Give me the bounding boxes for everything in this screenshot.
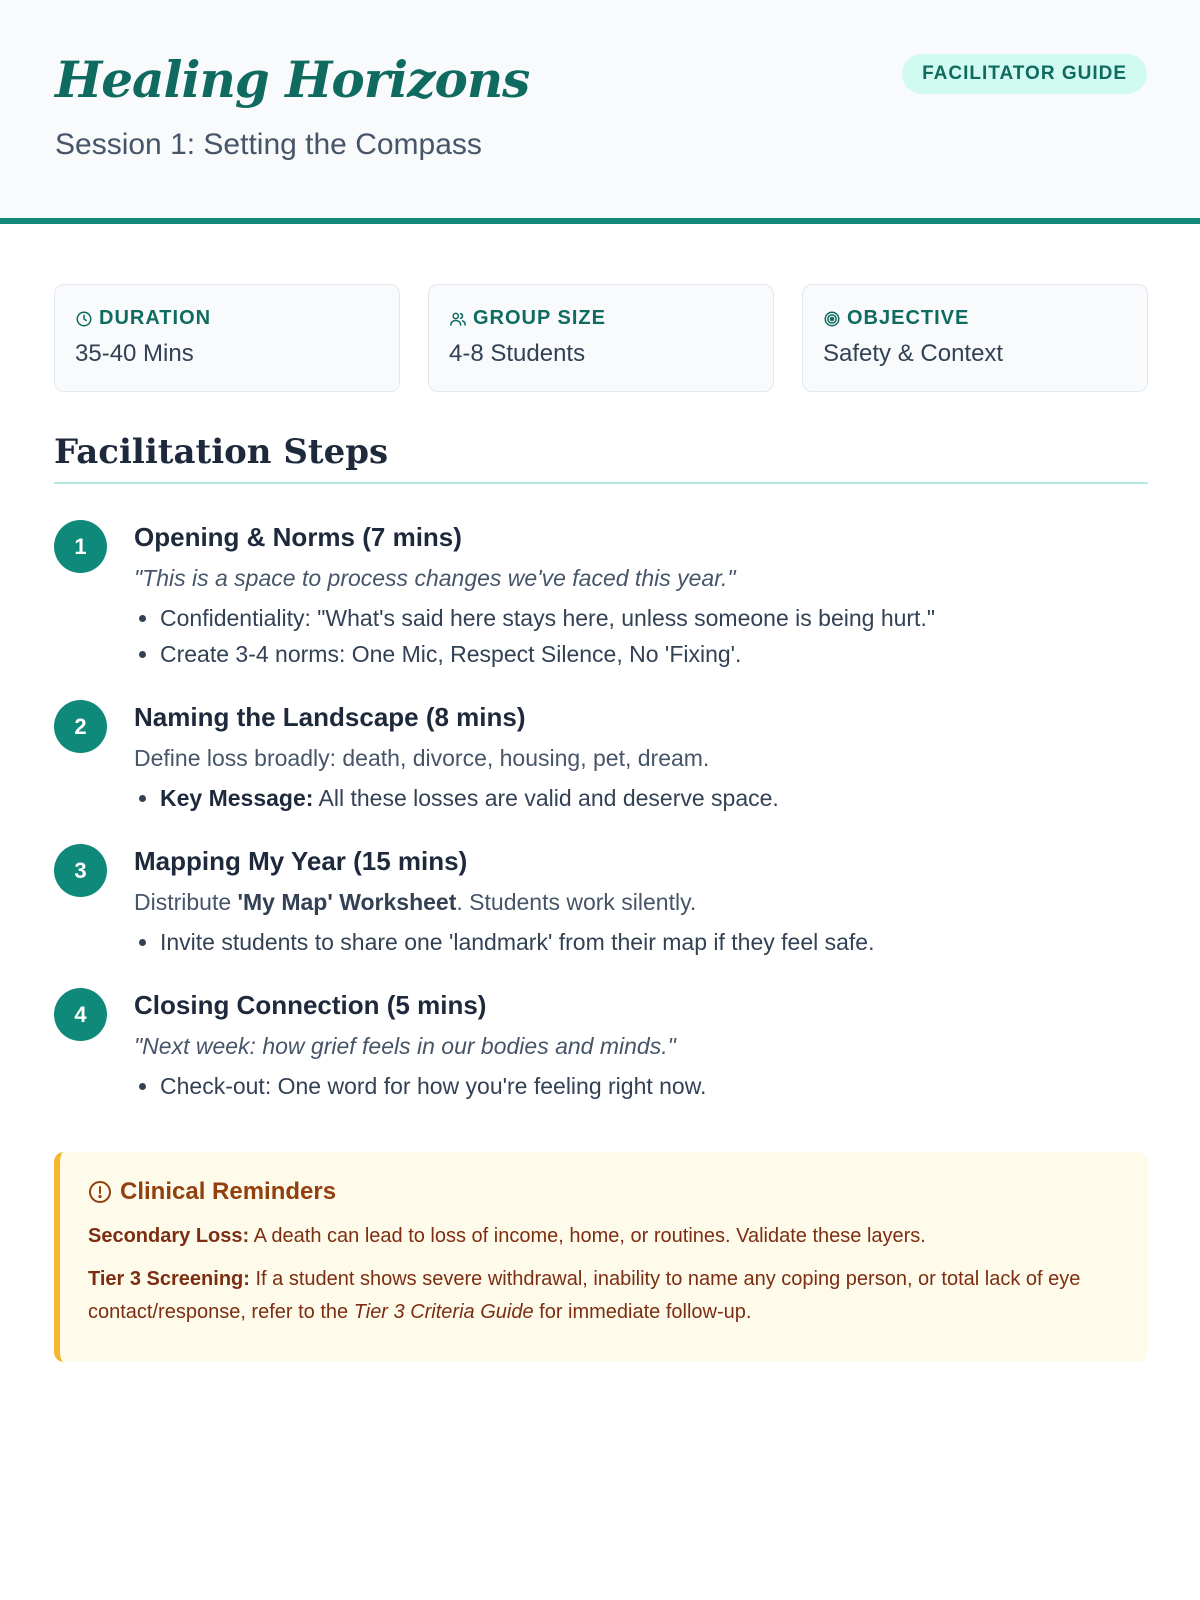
step-description [134,886,1148,918]
step-title: Opening & Norms (7 mins) [134,522,462,552]
clinical-reminders [54,1152,1148,1362]
step-bullets [134,780,1148,816]
page-header [0,0,1200,224]
step-number: 3 [54,844,107,897]
tier3-label: Tier 3 Screening: [88,1268,250,1290]
secondary-loss-text: A death can lead to loss of income, home, or routines. Validate these layers. [249,1225,926,1247]
target-icon [823,310,841,328]
list-item: • Check-out: One word for how you're feeling right now. [160,1068,1148,1104]
step-number: 4 [54,988,107,1041]
page-title: Healing Horizons [55,50,530,109]
objective-value: Safety & Context [823,340,1004,367]
step-desc-text: . Students work silently. [456,889,697,915]
step-description: Define loss broadly: death, divorce, housing, pet, dream. [134,745,710,771]
key-message-text: All these losses are valid and deserve space. [313,785,779,811]
step-number: 1 [54,520,107,573]
duration-value: 35-40 Mins [75,340,194,367]
step-title: Mapping My Year (15 mins) [134,846,468,876]
group-size-value: 4-8 Students [449,340,586,367]
facilitator-guide-badge: FACILITATOR GUIDE [902,54,1147,94]
step-title: Closing Connection (5 mins) [134,990,487,1020]
callout-title: Clinical Reminders [120,1178,337,1205]
list-item: • Invite students to share one 'landmark' from their map if they feel safe. [160,924,1148,960]
duration-label: DURATION [99,307,212,329]
list-item: • Create 3-4 norms: One Mic, Respect Silence, No 'Fixing'. [160,636,1148,672]
users-icon [449,310,467,328]
facilitation-steps [54,520,1148,1132]
tier3-guide-reference: Tier 3 Criteria Guide [353,1301,534,1323]
session-info-cards [54,284,1148,392]
step-desc-text: Distribute [134,889,238,915]
step-1 [54,520,1148,700]
step-2 [54,700,1148,844]
step-quote: "Next week: how grief feels in our bodies and minds." [134,1033,676,1059]
page-subtitle: Session 1: Setting the Compass [55,128,482,161]
facilitation-steps-heading: Facilitation Steps [54,432,1148,484]
tier3-screening-reminder [88,1263,1120,1329]
objective-label: OBJECTIVE [847,307,970,329]
alert-circle-icon [88,1180,112,1204]
step-number: 2 [54,700,107,753]
tier3-text-end: for immediate follow-up. [533,1301,752,1323]
step-bullets [134,924,1148,960]
step-bullets [134,600,1148,672]
step-4 [54,988,1148,1132]
clock-icon [75,310,93,328]
key-message-label: Key Message: [160,785,314,811]
step-title: Naming the Landscape (8 mins) [134,702,526,732]
objective-card [802,284,1148,392]
secondary-loss-label: Secondary Loss: [88,1225,250,1247]
worksheet-name: 'My Map' Worksheet [237,889,457,915]
step-bullets [134,1068,1148,1104]
step-quote: "This is a space to process changes we've faced this year." [134,565,736,591]
tier3-text: If a student shows severe withdrawal, inability to name any coping person, or total lack of eye contact/response, refer to the [88,1268,1081,1323]
list-item [160,780,1148,816]
list-item: • Confidentiality: "What's said here stays here, unless someone is being hurt." [160,600,1148,636]
group-size-label: GROUP SIZE [473,307,606,329]
step-3 [54,844,1148,988]
duration-card [54,284,400,392]
group-size-card [428,284,774,392]
secondary-loss-reminder [88,1220,1120,1253]
